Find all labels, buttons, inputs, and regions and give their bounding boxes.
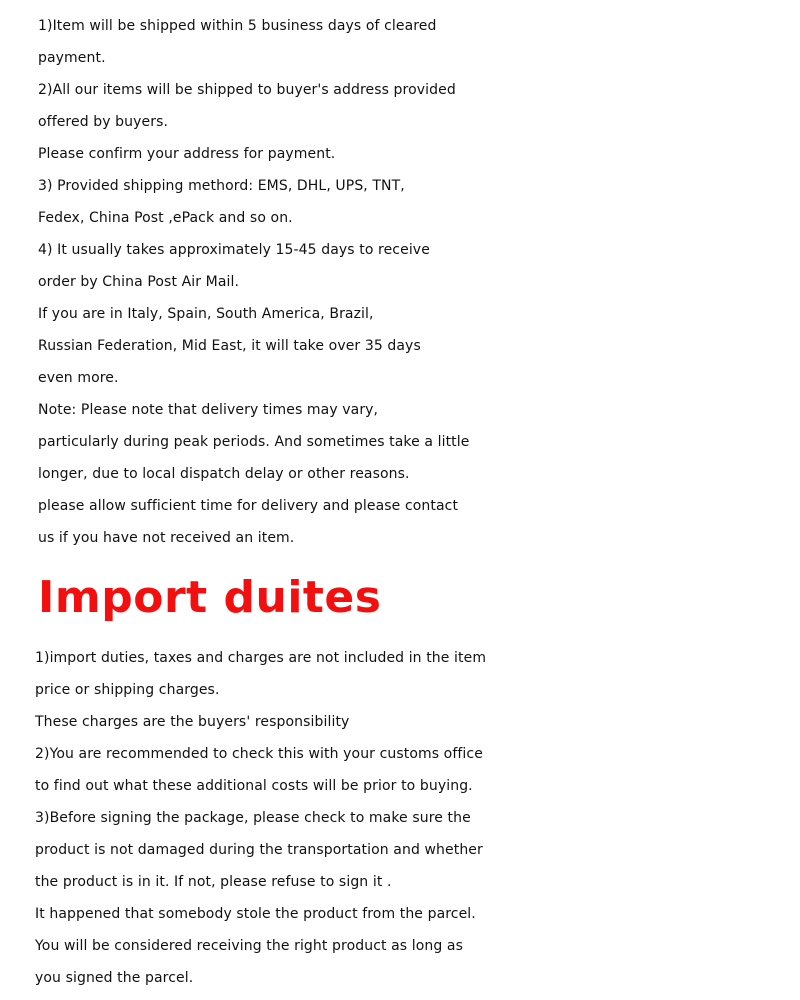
import-line: These charges are the buyers' responsibility [35, 714, 350, 730]
shipping-line: order by China Post Air Mail. [38, 274, 240, 290]
shipping-line: Fedex, China Post ,ePack and so on. [38, 210, 293, 226]
shipping-line: payment. [38, 50, 106, 66]
import-line: product is not damaged during the transportation and whether [35, 842, 483, 858]
shipping-line: Note: Please note that delivery times may vary, [38, 402, 379, 418]
shipping-line: Please confirm your address for payment. [38, 146, 336, 162]
import-line: You will be considered receiving the right product as long as [35, 938, 463, 954]
shipping-line: 4) It usually takes approximately 15-45 days to receive [38, 242, 430, 258]
import-line: 1)import duties, taxes and charges are not included in the item [35, 650, 487, 666]
import-line: 2)You are recommended to check this with your customs office [35, 746, 483, 762]
import-line: It happened that somebody stole the product from the parcel. [35, 906, 476, 922]
shipping-line: offered by buyers. [38, 114, 169, 130]
shipping-line: longer, due to local dispatch delay or other reasons. [38, 466, 410, 482]
import-duties-section [35, 642, 800, 994]
import-line: to find out what these additional costs will be prior to buying. [35, 778, 473, 794]
shipping-line: particularly during peak periods. And sometimes take a little [38, 434, 470, 450]
shipping-line: 3) Provided shipping methord: EMS, DHL, UPS, TNT, [38, 178, 405, 194]
import-line: you signed the parcel. [35, 970, 194, 986]
shipping-line: us if you have not received an item. [38, 530, 295, 546]
import-line: 3)Before signing the package, please check to make sure the [35, 810, 471, 826]
import-line: price or shipping charges. [35, 682, 220, 698]
shipping-line: 1)Item will be shipped within 5 business days of cleared [38, 18, 437, 34]
shipping-line: If you are in Italy, Spain, South America, Brazil, [38, 306, 374, 322]
import-duties-heading: Import duites [38, 572, 382, 623]
shipping-line: 2)All our items will be shipped to buyer's address provided [38, 82, 456, 98]
shipping-line: even more. [38, 370, 119, 386]
shipping-line: please allow sufficient time for delivery and please contact [38, 498, 459, 514]
import-line: the product is in it. If not, please refuse to sign it . [35, 874, 392, 890]
shipping-line: Russian Federation, Mid East, it will take over 35 days [38, 338, 421, 354]
shipping-terms-section [38, 10, 800, 554]
